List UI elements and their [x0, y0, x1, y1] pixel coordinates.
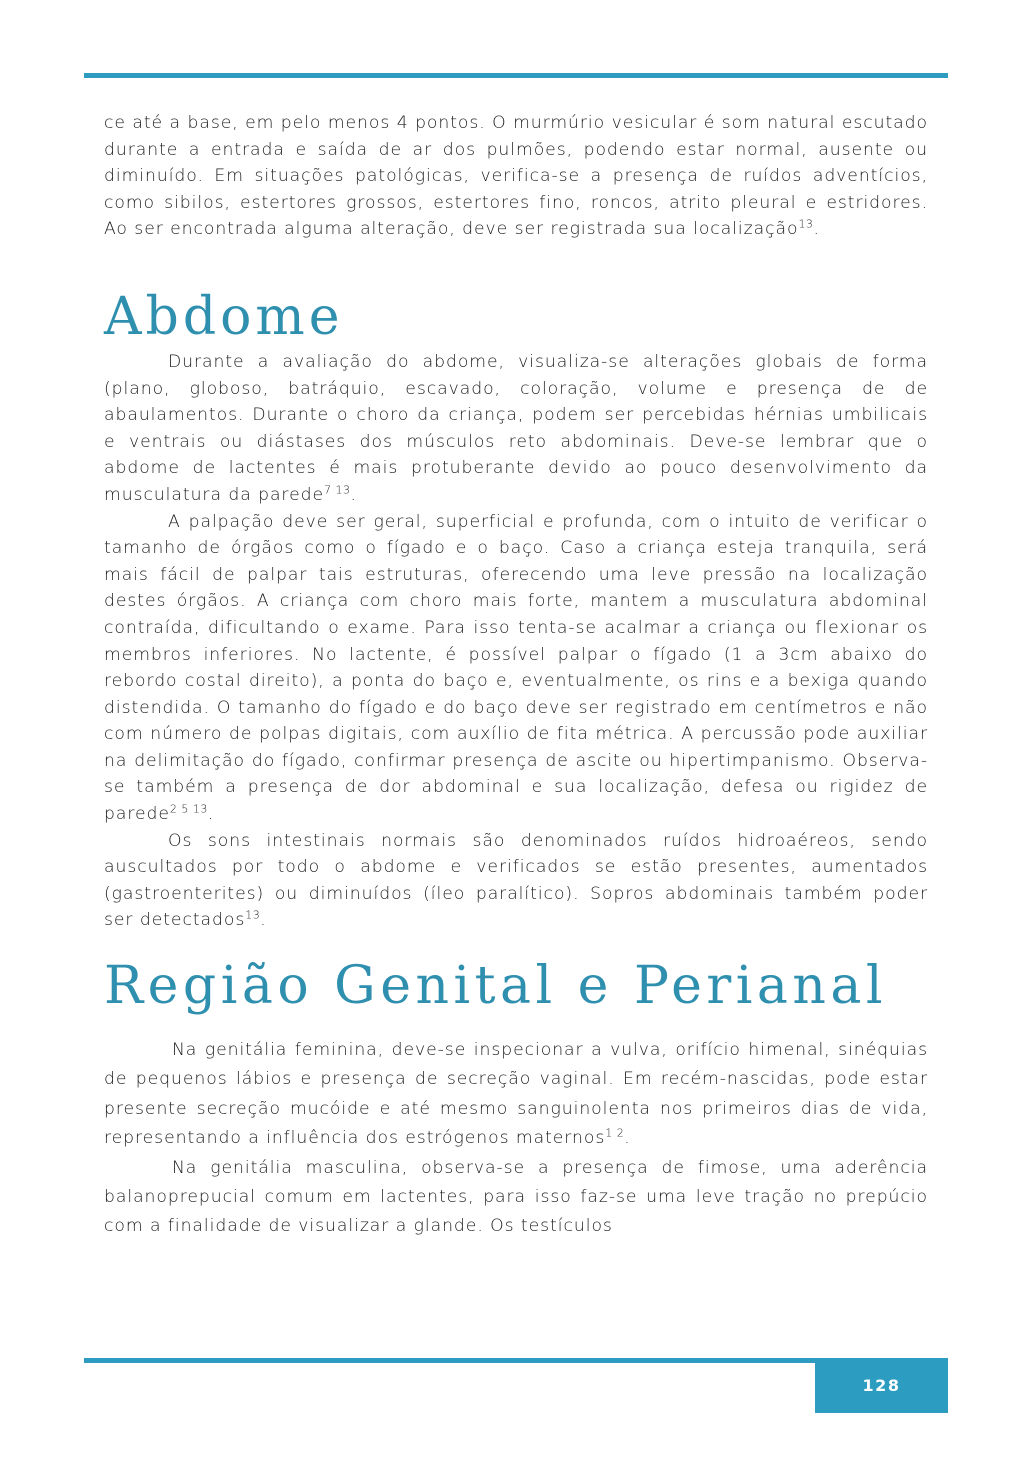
paragraph-end: .: [350, 484, 357, 505]
paragraph-end: .: [207, 804, 215, 825]
paragraph-end: .: [624, 1128, 631, 1149]
abdome-paragraph-1: [104, 349, 928, 509]
citation-ref: 13: [245, 908, 261, 922]
genital-paragraph-2: [104, 1154, 928, 1242]
paragraph-text: A palpação deve ser geral, superficial e profunda, com o intuito de verificar o tamanho de órgãos como o fígado e o baço. Caso a criança esteja tranquila, será mais fácil de palpar tais estruturas, oferecendo uma leve pressão na localização destes órgãos. A criança com choro mais forte, mantem a musculatura abdominal contraída, dificultando o exame. Para isso tenta-se acalmar a criança ou flexionar os membros inferiores. No lactente, é possível palpar o fígado (1 a 3cm abaixo do rebordo costal direito), a ponta do baço e, eventualmente, os rins e a bexiga quando distendida. O tamanho do fígado e do baço deve ser registrado em centímetros e não com número de polpas digitais, com auxílio de fita métrica. A percussão pode auxiliar na delimitação do fígado, confirmar presença de ascite ou hipertimpanismo. Observa-se também a presença de dor abdominal e sua localização, defesa ou rigidez de parede: [104, 511, 928, 825]
paragraph-text: Durante a avaliação do abdome, visualiza-se alterações globais de forma (plano, globoso, batráquio, escavado, coloração, volume e presença de de abaulamentos. Durante o choro da criança, podem ser percebidas hérnias umbilicais e ventrais ou diástases dos músculos reto abdominais. Deve-se lembrar que o abdome de lactentes é mais protuberante devido ao pouco desenvolvimento da musculatura da parede: [104, 351, 928, 505]
paragraph-end: .: [260, 910, 267, 931]
genital-paragraph-1: [104, 1036, 928, 1154]
intro-text: ce até a base, em pelo menos 4 pontos. O murmúrio vesicular é som natural escutado durante a entrada e saída de ar dos pulmões, podendo estar normal, ausente ou diminuído. Em situações patológicas, verifica-se a presença de ruídos adventícios, como sibilos, estertores grossos, estertores fino, roncos, atrito pleural e estridores. Ao ser encontrada alguma alteração, deve ser registrada sua localização: [104, 113, 928, 240]
section-title-genital: Região Genital e Perianal: [104, 956, 888, 1017]
intro-paragraph: [104, 110, 928, 243]
paragraph-text: Na genitália masculina, observa-se a presença de fimose, uma aderência balanoprepucial comum em lactentes, para isso faz-se uma leve tração no prepúcio com a finalidade de visualizar a glande. Os testículos: [104, 1157, 928, 1237]
abdome-paragraph-2: [104, 509, 928, 828]
top-divider: [84, 73, 948, 78]
page-number-box: [815, 1358, 948, 1413]
intro-end: .: [813, 219, 820, 240]
section-title-abdome: Abdome: [104, 286, 344, 347]
citation-ref: 7 13: [323, 483, 351, 497]
section-genital: [104, 1036, 928, 1242]
paragraph-text: Na genitália feminina, deve-se inspecionar a vulva, orifício himenal, sinéquias de pequenos lábios e presença de secreção vaginal. Em recém-nascidas, pode estar presente secreção mucóide e até mesmo sanguinolenta nos primeiros dias de vida, representando a influência dos estrógenos maternos: [104, 1040, 928, 1149]
citation-ref: 13: [798, 217, 814, 231]
abdome-paragraph-3: [104, 828, 928, 934]
citation-ref: 1 2: [605, 1126, 625, 1140]
page-content: [104, 110, 928, 1242]
page-number: 128: [862, 1376, 901, 1395]
paragraph-text: Os sons intestinais normais são denominados ruídos hidroaéreos, sendo auscultados por todo o abdome e verificados se estão presentes, aumentados (gastroenterites) ou diminuídos (íleo paralítico). Sopros abdominais também poder ser detectados: [104, 830, 928, 931]
bottom-divider: [84, 1358, 824, 1363]
citation-ref: 2 5 13: [169, 802, 208, 816]
section-abdome: [104, 349, 928, 934]
